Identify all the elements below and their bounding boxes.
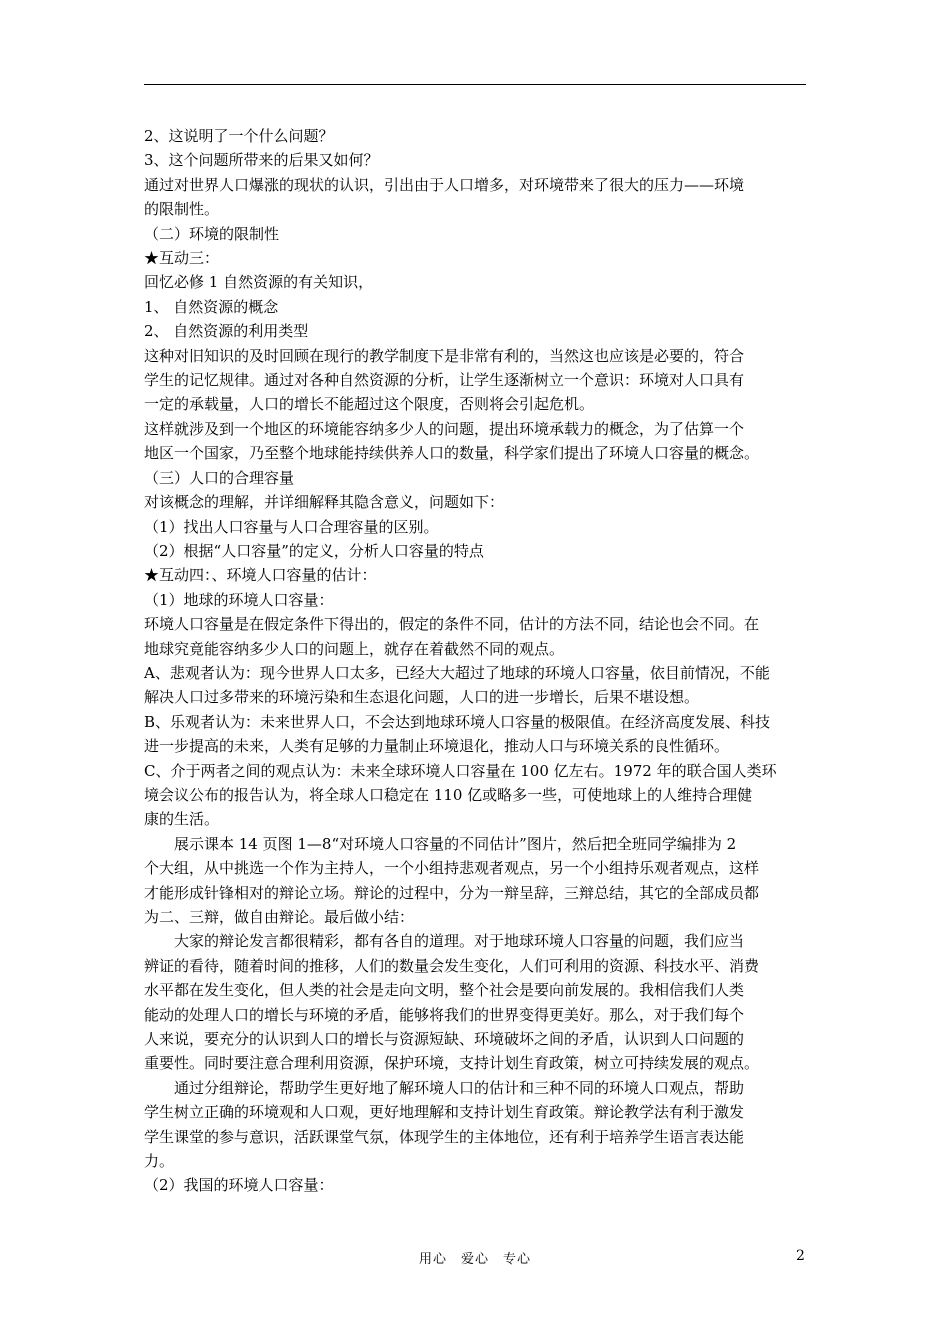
text-line: 才能形成针锋相对的辩论立场。辩论的过程中，分为一辩呈辞，三辩总结，其它的全部成员都 xyxy=(144,883,760,902)
list-item: 1、 自然资源的概念 xyxy=(144,297,279,316)
text-line: 这样就涉及到一个地区的环境能容纳多少人的问题，提出环境承载力的概念，为了估算一个 xyxy=(144,419,745,438)
text-line: 通过分组辩论，帮助学生更好地了解环境人口的估计和三种不同的环境人口观点，帮助 xyxy=(144,1078,745,1097)
text-line: 的限制性。 xyxy=(144,200,220,219)
text-line: 这种对旧知识的及时回顾在现行的教学制度下是非常有利的，当然这也应该是必要的，符合 xyxy=(144,346,745,365)
section-heading: （三）人口的合理容量 xyxy=(144,468,295,487)
header-rule xyxy=(144,84,806,85)
text-line: 能动的处理人口的增长与环境的矛盾，能够将我们的世界变得更美好。那么，对于我们每个 xyxy=(144,1005,745,1024)
text-line: 人来说，要充分的认识到人口的增长与资源短缺、环境破坏之间的矛盾，认识到人口问题的 xyxy=(144,1030,745,1049)
text-line: 辨证的看待，随着时间的推移，人们的数量会发生变化，人们可利用的资源、科技水平、消费 xyxy=(144,956,760,975)
text-line: B、乐观者认为：未来世界人口，不会达到地球环境人口容量的极限值。在经济高度发展、科技 xyxy=(144,712,771,731)
text-line: 3、这个问题所带来的后果又如何？ xyxy=(144,151,379,170)
text-line: A、悲观者认为：现今世界人口太多，已经大大超过了地球的环境人口容量，依目前情况，不能 xyxy=(144,663,770,682)
text-line: 一定的承载量，人口的增长不能超过这个限度，否则将会引起危机。 xyxy=(144,395,595,414)
subsection-heading: （1）地球的环境人口容量： xyxy=(144,590,334,609)
text-line: 地球究竟能容纳多少人口的问题上，就存在着截然不同的观点。 xyxy=(144,639,565,658)
subsection-heading: （2）我国的环境人口容量： xyxy=(144,1176,334,1195)
list-item: （1）找出人口容量与人口合理容量的区别。 xyxy=(144,517,439,536)
text-line: 地区一个国家，乃至整个地球能持续供养人口的数量，科学家们提出了环境人口容量的概念。 xyxy=(144,444,760,463)
section-heading: （二）环境的限制性 xyxy=(144,224,280,243)
text-line: 康的生活。 xyxy=(144,810,220,829)
text-line: 对该概念的理解，并详细解释其隐含意义，问题如下： xyxy=(144,493,505,512)
text-line: 重要性。同时要注意合理利用资源，保护环境，支持计划生育政策，树立可持续发展的观点。 xyxy=(144,1054,760,1073)
document-body xyxy=(144,124,824,1198)
text-line: 解决人口过多带来的环境污染和生态退化问题，人口的进一步增长，后果不堪设想。 xyxy=(144,688,700,707)
text-line: 展示课本 14 页图 1—8“对环境人口容量的不同估计”图片，然后把全班同学编排为 2 xyxy=(144,834,737,853)
text-line: 境会议公布的报告认为，将全球人口稳定在 110 亿或略多一些，可使地球上的人维持合理健 xyxy=(144,785,753,804)
footer-motto: 用心 爱心 专心 xyxy=(418,1252,531,1267)
text-line: 大家的辩论发言都很精彩，都有各自的道理。对于地球环境人口容量的问题，我们应当 xyxy=(144,932,745,951)
text-line: 环境人口容量是在假定条件下得出的，假定的条件不同，估计的方法不同，结论也会不同。在 xyxy=(144,615,760,634)
text-line: 学生树立正确的环境观和人口观，更好地理解和支持计划生育政策。辩论教学法有利于激发 xyxy=(144,1103,745,1122)
text-line: 回忆必修 1 自然资源的有关知识， xyxy=(144,273,374,292)
text-line: 水平都在发生变化，但人类的社会是走向文明，整个社会是要向前发展的。我相信我们人类 xyxy=(144,981,745,1000)
text-line: C、介于两者之间的观点认为：未来全球环境人口容量在 100 亿左右。1972 年的联合国人类环 xyxy=(144,761,777,780)
text-line: 学生课堂的参与意识，活跃课堂气氛，体现学生的主体地位，还有利于培养学生语言表达能 xyxy=(144,1127,745,1146)
text-line: 进一步提高的未来，人类有足够的力量制止环境退化，推动人口与环境关系的良性循环。 xyxy=(144,737,730,756)
text-line: 2、这说明了一个什么问题？ xyxy=(144,127,334,145)
text-line: 通过对世界人口爆涨的现状的认识，引出由于人口增多，对环境带来了很大的压力——环境 xyxy=(144,175,745,194)
text-line: 力。 xyxy=(144,1152,175,1171)
activity-heading: ★互动三： xyxy=(144,249,220,268)
page-number: 2 xyxy=(796,1248,805,1264)
list-item: 2、 自然资源的利用类型 xyxy=(144,322,309,341)
activity-heading: ★互动四：、环境人口容量的估计： xyxy=(144,566,377,585)
text-line: 学生的记忆规律。通过对各种自然资源的分析，让学生逐渐树立一个意识：环境对人口具有 xyxy=(144,371,745,390)
list-item: （2）根据“人口容量”的定义，分析人口容量的特点 xyxy=(144,541,484,560)
text-line: 为二、三辩，做自由辩论。最后做小结： xyxy=(144,908,415,926)
text-line: 个大组，从中挑选一个作为主持人，一个小组持悲观者观点，另一个小组持乐观者观点，这样 xyxy=(144,859,760,878)
